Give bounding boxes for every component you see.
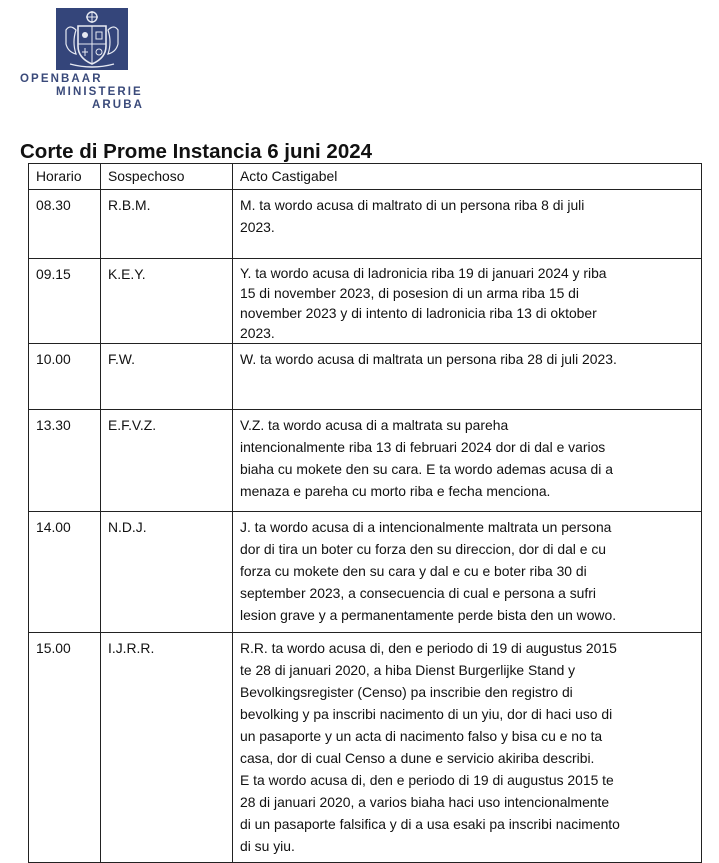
offense-line: te 28 di januari 2020, a hiba Dienst Burgerlijke Stand y [240, 662, 576, 678]
offense-line: intencionalmente riba 13 di februari 2024 dor di dal e varios [240, 439, 606, 455]
offense-line: R.R. ta wordo acusa di, den e periodo di 19 di augustus 2015 [240, 640, 617, 656]
offense-line: november 2023 y di intento di ladronicia riba 13 di oktober [240, 305, 597, 321]
suspect-initials: I.J.R.R. [101, 633, 233, 863]
offense-line: forza cu mokete den su cara y dal e cu e boter riba 30 di [240, 563, 587, 579]
offense-line: un pasaporte y un acta di nacimento falso y bisa cu e no ta [240, 728, 603, 744]
coat-of-arms-icon [56, 8, 128, 70]
offense-line: menaza e pareha cu morto riba e fecha menciona. [240, 483, 551, 499]
column-header-suspect: Sospechoso [101, 164, 233, 190]
offense-line: bevolking y pa inscribi nacimento di un yiu, dor di haci uso di [240, 706, 613, 722]
offense-line: di un pasaporte falsifica y di a usa esaki pa inscribi nacimento [240, 816, 620, 832]
suspect-initials: N.D.J. [101, 512, 233, 633]
suspect-initials: K.E.Y. [101, 259, 233, 344]
offense-line: 15 di november 2023, di posesion di un arma riba 15 di [240, 285, 579, 301]
hearing-time: 15.00 [29, 633, 101, 863]
offense-line: lesion grave y a permanentamente perde bista den un wowo. [240, 607, 617, 623]
table-header-row [29, 164, 702, 190]
offense-line: 28 di januari 2020, a varios biaha haci uso intencionalmente [240, 794, 610, 810]
offense-line: M. ta wordo acusa di maltrato di un persona riba 8 di juli [240, 197, 585, 213]
offense-line: Bevolkingsregister (Censo) pa inscribie den registro di [240, 684, 573, 700]
column-header-time: Horario [29, 164, 101, 190]
page-title: Corte di Prome Instancia 6 juni 2024 [20, 140, 373, 163]
coat-of-arms-graphic [56, 8, 128, 70]
hearing-time: 13.30 [29, 410, 101, 512]
offense-description [233, 410, 702, 512]
table-row [29, 512, 702, 633]
offense-line: dor di tira un boter cu forza den su direccion, dor di dal e cu [240, 541, 606, 557]
table-row [29, 633, 702, 863]
org-name-line-3: ARUBA [92, 99, 145, 111]
hearing-time: 14.00 [29, 512, 101, 633]
offense-description [233, 344, 702, 410]
table-row [29, 259, 702, 344]
table-row [29, 410, 702, 512]
suspect-initials: R.B.M. [101, 190, 233, 259]
offense-line: V.Z. ta wordo acusa di a maltrata su pareha [240, 417, 509, 433]
offense-description [233, 512, 702, 633]
offense-description [233, 190, 702, 259]
offense-line: Y. ta wordo acusa di ladronicia riba 19 di januari 2024 y riba [240, 265, 607, 281]
hearing-time: 09.15 [29, 259, 101, 344]
offense-line: J. ta wordo acusa di a intencionalmente maltrata un persona [240, 519, 612, 535]
hearing-time: 08.30 [29, 190, 101, 259]
offense-line: E ta wordo acusa di, den e periodo di 19 di augustus 2015 te [240, 772, 614, 788]
hearing-schedule-table [28, 163, 702, 863]
hearing-time: 10.00 [29, 344, 101, 410]
offense-line: 2023. [240, 219, 275, 235]
offense-description [233, 633, 702, 863]
column-header-offense: Acto Castigabel [233, 164, 702, 190]
suspect-initials: F.W. [101, 344, 233, 410]
table-row [29, 344, 702, 410]
org-name-line-1: OPENBAAR [20, 73, 103, 85]
offense-line: di su yiu. [240, 838, 295, 854]
offense-line: 2023. [240, 325, 275, 341]
offense-description [233, 259, 702, 344]
offense-line: biaha cu mokete den su cara. E ta wordo ademas acusa di a [240, 461, 613, 477]
offense-line: W. ta wordo acusa di maltrata un persona riba 28 di juli 2023. [240, 351, 617, 367]
org-name-line-2: MINISTERIE [56, 86, 143, 98]
logo [18, 6, 178, 121]
offense-line: september 2023, a consecuencia di cual e persona a sufri [240, 585, 596, 601]
offense-line: casa, dor di cual Censo a dune e servicio akiriba describi. [240, 750, 595, 766]
table-row [29, 190, 702, 259]
suspect-initials: E.F.V.Z. [101, 410, 233, 512]
